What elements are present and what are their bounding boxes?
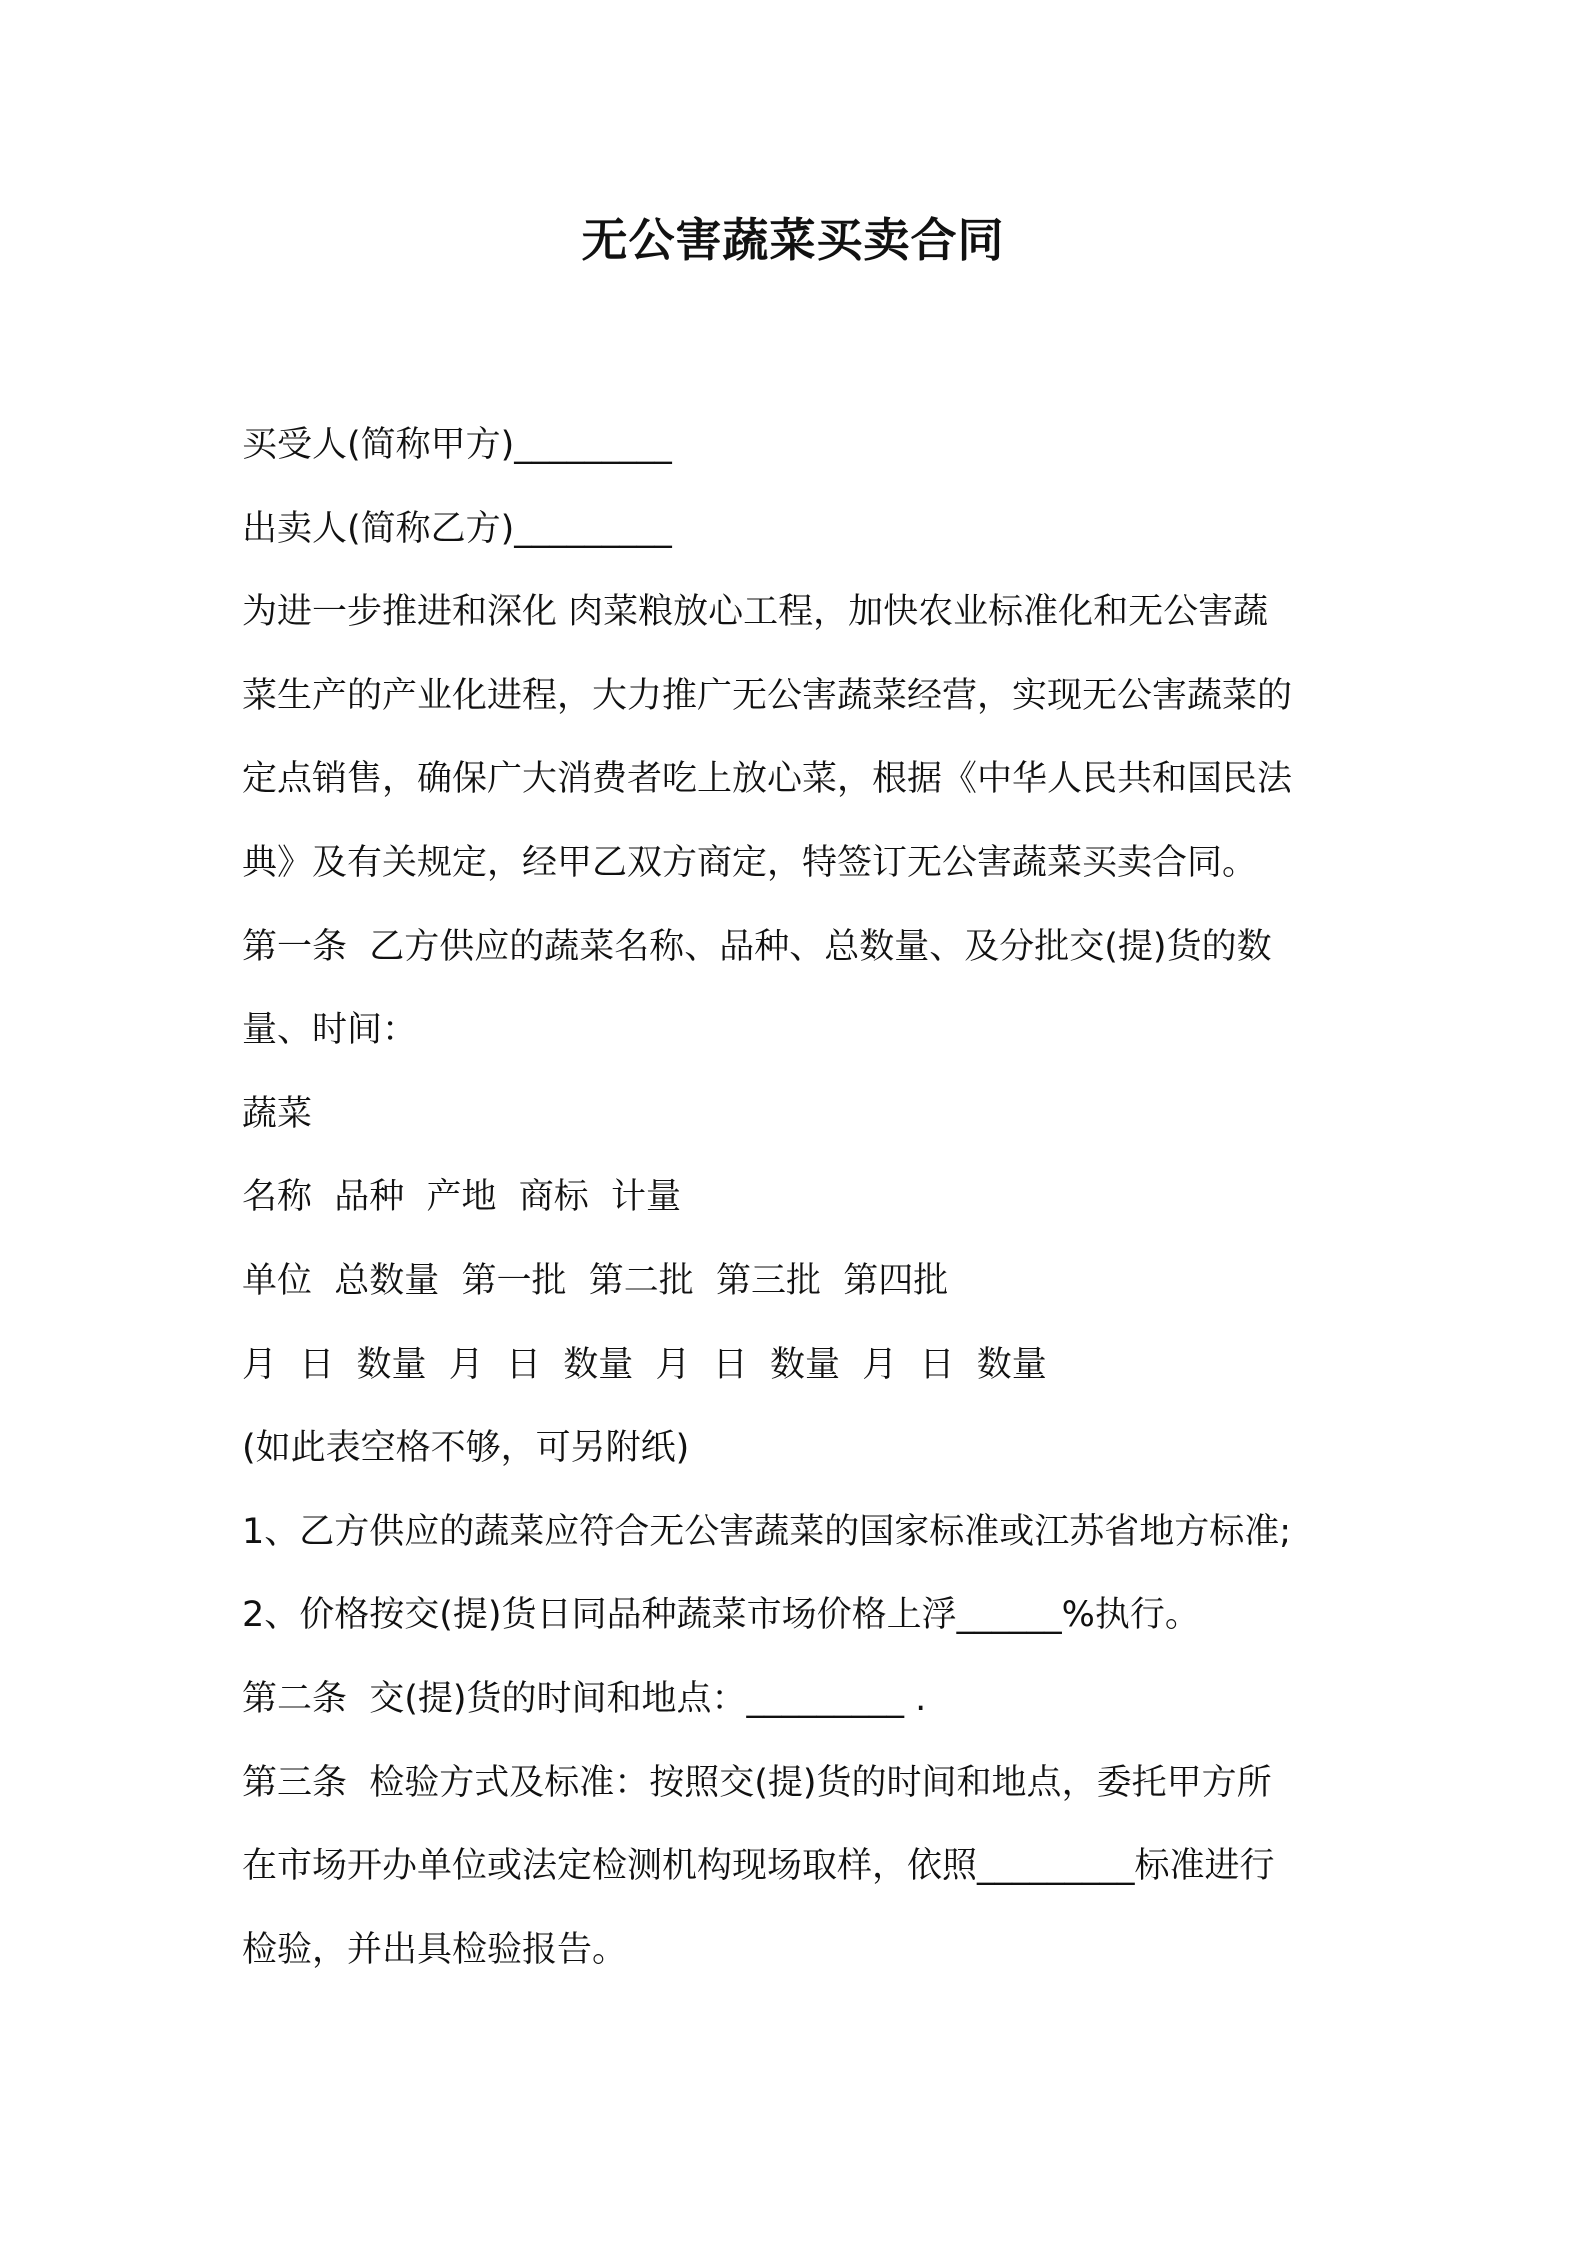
- preamble-line-3: 定点销售，确保广大消费者吃上放心菜，根据《中华人民共和国民法: [242, 759, 1293, 800]
- preamble-line-1: 为进一步推进和深化 肉菜粮放心工程，加快农业标准化和无公害蔬: [242, 592, 1269, 633]
- clause-2: 2、价格按交(提)货日同品种蔬菜市场价格上浮______%执行。: [242, 1595, 1200, 1636]
- document-body: [242, 404, 1362, 1992]
- document-title: 无公害蔬菜买卖合同: [581, 213, 1005, 267]
- article-2: 第二条 交(提)货的时间和地点：_________ .: [242, 1678, 927, 1719]
- table-heading-vegetable: 蔬菜: [242, 1093, 313, 1134]
- article-1-line-2: 量、时间：: [242, 1010, 418, 1051]
- preamble-line-2: 菜生产的产业化进程，大力推广无公害蔬菜经营，实现无公害蔬菜的: [242, 675, 1293, 716]
- table-header-row-2: 单位 总数量 第一批 第二批 第三批 第四批: [242, 1260, 949, 1301]
- article-3-line-1: 第三条 检验方式及标准：按照交(提)货的时间和地点，委托甲方所: [242, 1762, 1272, 1803]
- article-1-line-1: 第一条 乙方供应的蔬菜名称、品种、总数量、及分批交(提)货的数: [242, 926, 1272, 967]
- preamble-line-4: 典》及有关规定，经甲乙双方商定，特签订无公害蔬菜买卖合同。: [242, 842, 1258, 883]
- table-note: (如此表空格不够，可另附纸): [242, 1428, 690, 1469]
- table-header-row-3: 月 日 数量 月 日 数量 月 日 数量 月 日 数量: [242, 1344, 1047, 1385]
- table-header-row-1: 名称 品种 产地 商标 计量: [242, 1177, 682, 1218]
- clause-1: 1、乙方供应的蔬菜应符合无公害蔬菜的国家标准或江苏省地方标准;: [242, 1511, 1292, 1552]
- article-3-line-3: 检验，并出具检验报告。: [242, 1929, 628, 1970]
- article-3-line-2: 在市场开办单位或法定检测机构现场取样，依照_________标准进行: [242, 1846, 1275, 1887]
- buyer-line: 买受人(简称甲方)_________: [242, 425, 672, 465]
- seller-line: 出卖人(简称乙方)_________: [242, 508, 672, 549]
